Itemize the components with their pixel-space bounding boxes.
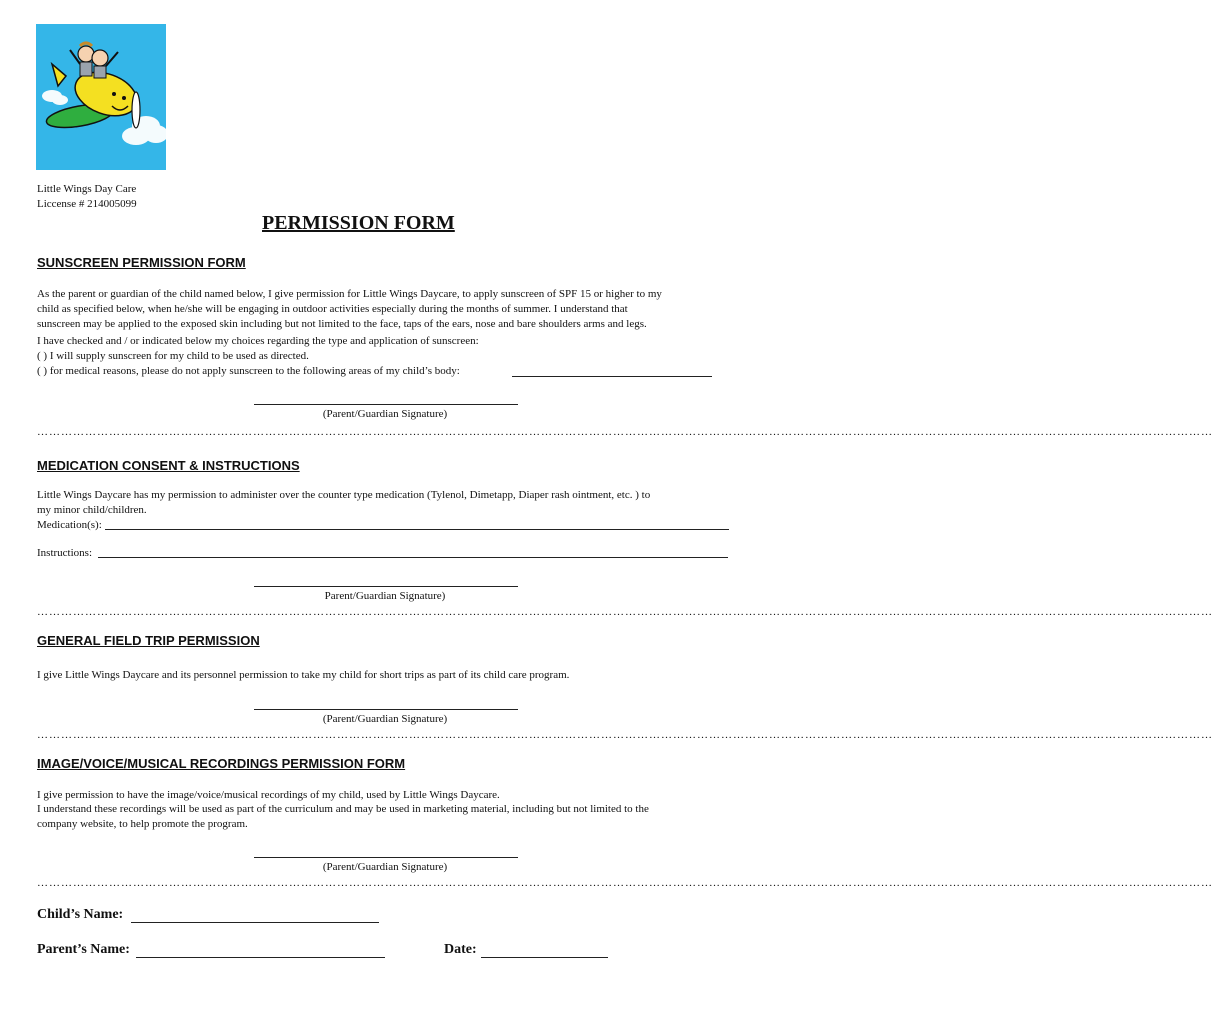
separator-4: ……………………………………………………………………………………………………………………………………………………………………………………………………………………………………………………………………	[37, 877, 1213, 889]
instructions-field[interactable]	[98, 546, 728, 558]
recordings-text-2: I understand these recordings will be used as part of the curriculum and may be used in marketing material, including but not limited to the	[37, 803, 649, 815]
recordings-signature-caption: (Parent/Guardian Signature)	[322, 861, 448, 873]
airplane-kids-illustration	[36, 24, 166, 170]
daycare-name: Little Wings Day Care	[37, 183, 137, 195]
medication-signature-caption: Parent/Guardian Signature)	[324, 590, 446, 602]
separator-3: ……………………………………………………………………………………………………………………………………………………………………………………………………………………………………………………………………	[37, 729, 1213, 741]
medication-field[interactable]	[105, 518, 729, 530]
fieldtrip-text: I give Little Wings Daycare and its personnel permission to take my child for short trips as part of its child care program.	[37, 669, 570, 681]
date-field[interactable]	[481, 942, 608, 958]
recordings-signature-line[interactable]	[254, 857, 518, 858]
fieldtrip-signature-caption: (Parent/Guardian Signature)	[322, 713, 448, 725]
sunscreen-text-3: sunscreen may be applied to the exposed skin including but not limited to the face, taps of the ears, nose and bare shoulders arms and legs.	[37, 318, 647, 330]
child-name-label: Child’s Name:	[37, 907, 124, 922]
parent-name-field[interactable]	[136, 942, 385, 958]
sunscreen-text-1: As the parent or guardian of the child named below, I give permission for Little Wings Daycare, to apply sunscreen of SPF 15 or higher to my	[37, 288, 662, 300]
recordings-text-3: company website, to help promote the program.	[37, 818, 248, 830]
sunscreen-text-4: I have checked and / or indicated below my choices regarding the type and application of sunscreen:	[37, 335, 479, 347]
medication-text-1: Little Wings Daycare has my permission to administer over the counter type medication (Tylenol, Dimetapp, Diaper rash ointment, etc. ) to	[37, 489, 651, 501]
fieldtrip-signature-line[interactable]	[254, 709, 518, 710]
sunscreen-text-2: child as specified below, when he/she will be engaging in outdoor activities especially during the months of summer. I understand that	[37, 303, 628, 315]
separator-2: ……………………………………………………………………………………………………………………………………………………………………………………………………………………………………………………………………	[37, 606, 1213, 618]
instructions-label: Instructions:	[37, 547, 92, 559]
body-areas-field[interactable]	[512, 365, 712, 377]
medication-heading: MEDICATION CONSENT & INSTRUCTIONS	[37, 458, 300, 473]
medication-text-2: my minor child/children.	[37, 504, 147, 516]
license-number: Liccense # 214005099	[37, 198, 137, 210]
separator-1: ……………………………………………………………………………………………………………………………………………………………………………………………………………………………………………………………………	[37, 426, 1213, 438]
child-name-field[interactable]	[131, 907, 379, 923]
medication-signature-line[interactable]	[254, 586, 518, 587]
parent-name-label: Parent’s Name:	[37, 942, 130, 957]
recordings-heading: IMAGE/VOICE/MUSICAL RECORDINGS PERMISSION FORM	[37, 756, 406, 771]
fieldtrip-heading: GENERAL FIELD TRIP PERMISSION	[37, 633, 260, 648]
recordings-text-1: I give permission to have the image/voice/musical recordings of my child, used by Little Wings Daycare.	[37, 789, 500, 801]
sunscreen-option-medical[interactable]: ( ) for medical reasons, please do not apply sunscreen to the following areas of my child’s body:	[37, 365, 460, 377]
sunscreen-signature-caption: (Parent/Guardian Signature)	[322, 408, 448, 420]
medication-label: Medication(s):	[37, 519, 102, 531]
sunscreen-signature-line[interactable]	[254, 404, 518, 405]
sunscreen-heading: SUNSCREEN PERMISSION FORM	[37, 255, 246, 270]
date-label: Date:	[444, 942, 477, 957]
sunscreen-option-supply[interactable]: ( ) I will supply sunscreen for my child to be used as directed.	[37, 350, 309, 362]
page-title: PERMISSION FORM	[262, 212, 455, 234]
daycare-logo	[36, 24, 166, 170]
